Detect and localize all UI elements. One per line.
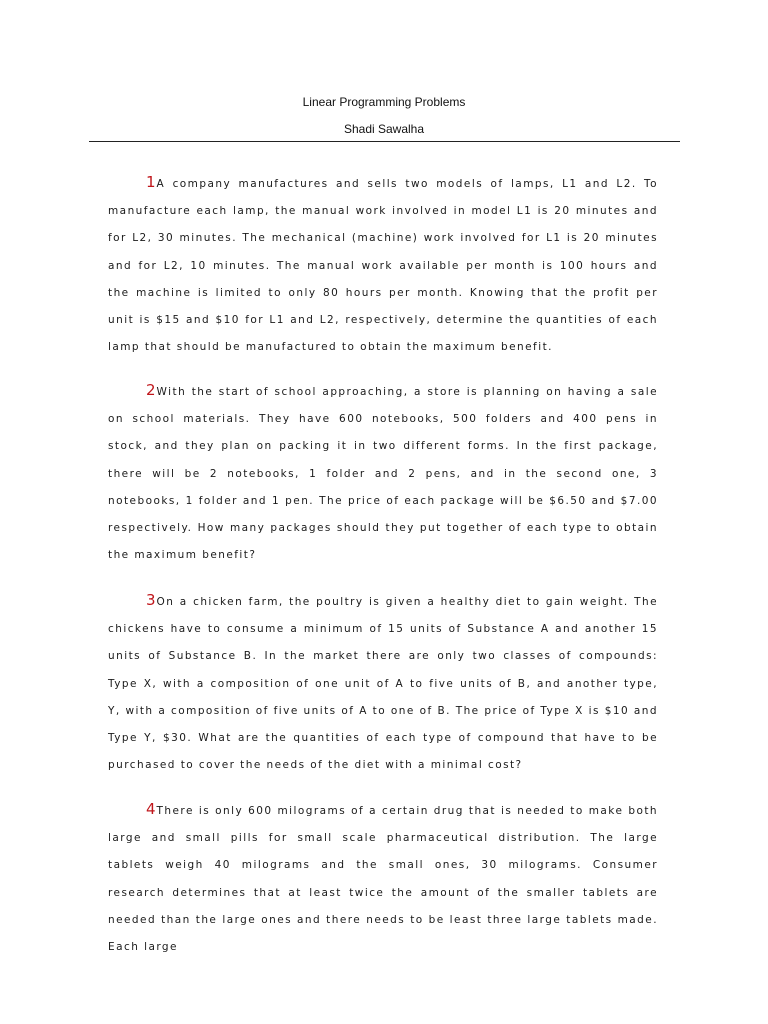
problem-number: 4 <box>146 800 156 818</box>
problem-text: There is only 600 milograms of a certain drug that is needed to make both large and small pills for small scale pharmaceutical distribution. The large tablets weigh 40 milograms and the small ones, 30 milograms. Consumer research determines that at least twice the amount of the smaller tablets are needed than the large ones and there needs to be least three large tablets made. Each large <box>108 805 658 954</box>
problem-4 <box>108 796 658 961</box>
problem-number: 2 <box>146 381 156 399</box>
problem-number: 1 <box>146 173 156 191</box>
problem-1 <box>108 169 658 361</box>
document-author: Shadi Sawalha <box>343 122 425 136</box>
header-divider <box>89 141 680 142</box>
problem-text: A company manufactures and sells two models of lamps, L1 and L2. To manufacture each lamp, the manual work involved in model L1 is 20 minutes and for L2, 30 minutes. The mechanical (machine) work involved for L1 is 20 minutes and for L2, 10 minutes. The manual work available per month is 100 hours and the machine is limited to only 80 hours per month. Knowing that the profit per unit is $15 and $10 for L1 and L2, respectively, determine the quantities of each lamp that should be manufactured to obtain the maximum benefit. <box>108 178 658 354</box>
problem-text: On a chicken farm, the poultry is given a healthy diet to gain weight. The chickens have to consume a minimum of 15 units of Substance A and another 15 units of Substance B. In the market there are only two classes of compounds: Type X, with a composition of one unit of A to five units of B, and another type, Y, with a composition of five units of A to one of B. The price of Type X is $10 and Type Y, $30. What are the quantities of each type of compound that have to be purchased to cover the needs of the diet with a minimal cost? <box>108 596 658 772</box>
document-title: Linear Programming Problems <box>302 95 466 109</box>
problem-text: With the start of school approaching, a store is planning on having a sale on school materials. They have 600 notebooks, 500 folders and 400 pens in stock, and they plan on packing it in two different forms. In the first package, there will be 2 notebooks, 1 folder and 2 pens, and in the second one, 3 notebooks, 1 folder and 1 pen. The price of each package will be $6.50 and $7.00 respectively. How many packages should they put together of each type to obtain the maximum benefit? <box>108 386 658 562</box>
problem-number: 3 <box>146 591 156 609</box>
problem-3 <box>108 587 658 779</box>
problem-2 <box>108 377 658 569</box>
